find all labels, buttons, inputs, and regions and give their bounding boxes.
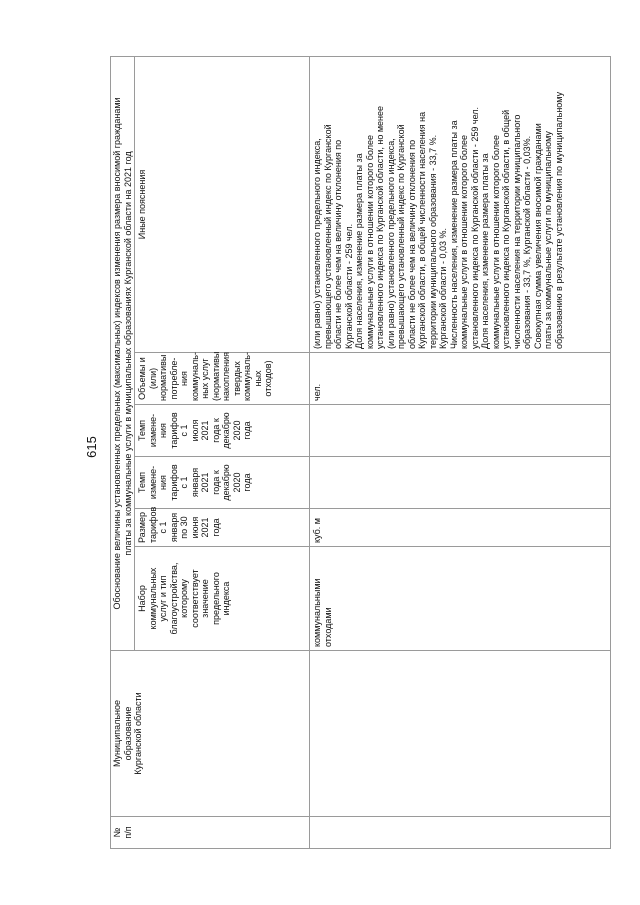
- header-notes: Иные пояснения: [135, 56, 310, 352]
- cell-tariff-rate-january: [310, 457, 611, 509]
- cell-notes: (или равно) установленного предельного индекса, превышающего установленный индекс по Курганской области не более чем на величину отклонения по Курганской области - 259 чел. Доля населения, изменение размера платы за коммунальные услуги в отношении которого более установленного индекса по Курганской области, но менее (или равно) установленного предельного индекса, превышающего установленный индекс по Курганской области не более чем на величину отклонения по Курганской области, в общей численности населения на территории муниципального образования - 33,7 %. Курганской области - 0,03 %. Численность населения, изменение размера платы за коммунальные услуги в отношении которого более установленного индекса по Курганской области - 259 чел. Доля населения, изменение размера платы за коммунальные услуги в отношении которого более установленного индекса по Курганской области, в общей численности населения на территории муниципального образования - 33,7 %, Курганской области - 0,03%. Совокупная сумма увеличения вносимой гражданами платы за коммунальные услуги по муниципальному образованию в результате установления по муниципальному: [310, 56, 611, 352]
- page-number: 615: [84, 436, 99, 458]
- cell-service: коммунальными отходами: [310, 547, 611, 651]
- cell-num: [310, 817, 611, 849]
- header-service-set: Набор коммунальных услуг и тип благоустройства, которому соответствует значение предельного индекса: [135, 547, 310, 651]
- cell-tariff-rate-july: [310, 405, 611, 457]
- justification-table: [110, 56, 611, 849]
- header-tariff-rate-january: Темп измене- ния тарифов с 1 января 2021 года к декабрю 2020 года: [135, 457, 310, 509]
- header-tariff-size: Размер тарифов с 1 января по 30 июня 2021 года: [135, 509, 310, 547]
- table-title: Обоснование величины установленных предельных (максимальных) индексов изменения размера вносимой гражданами платы за коммунальные услуги в муниципальных образованиях Курганской области на 2021 год: [111, 56, 135, 650]
- header-num: № п/п: [111, 817, 310, 849]
- table-row: [310, 56, 611, 848]
- header-tariff-rate-july: Темп измене- ния тарифов с 1 июля 2021 года к декабрю 2020 года: [135, 405, 310, 457]
- rotated-table-container: [110, 57, 608, 849]
- cell-volumes: чел.: [310, 353, 611, 405]
- cell-municipality: [310, 651, 611, 817]
- header-municipality: Муниципальное образование Курганской области: [111, 651, 310, 817]
- cell-tariff-size: куб. м: [310, 509, 611, 547]
- header-volumes: Объемы и (или) нормативы потребле- ния коммуналь- ных услуг (нормативы накопления твердых коммуналь- ных отходов): [135, 353, 310, 405]
